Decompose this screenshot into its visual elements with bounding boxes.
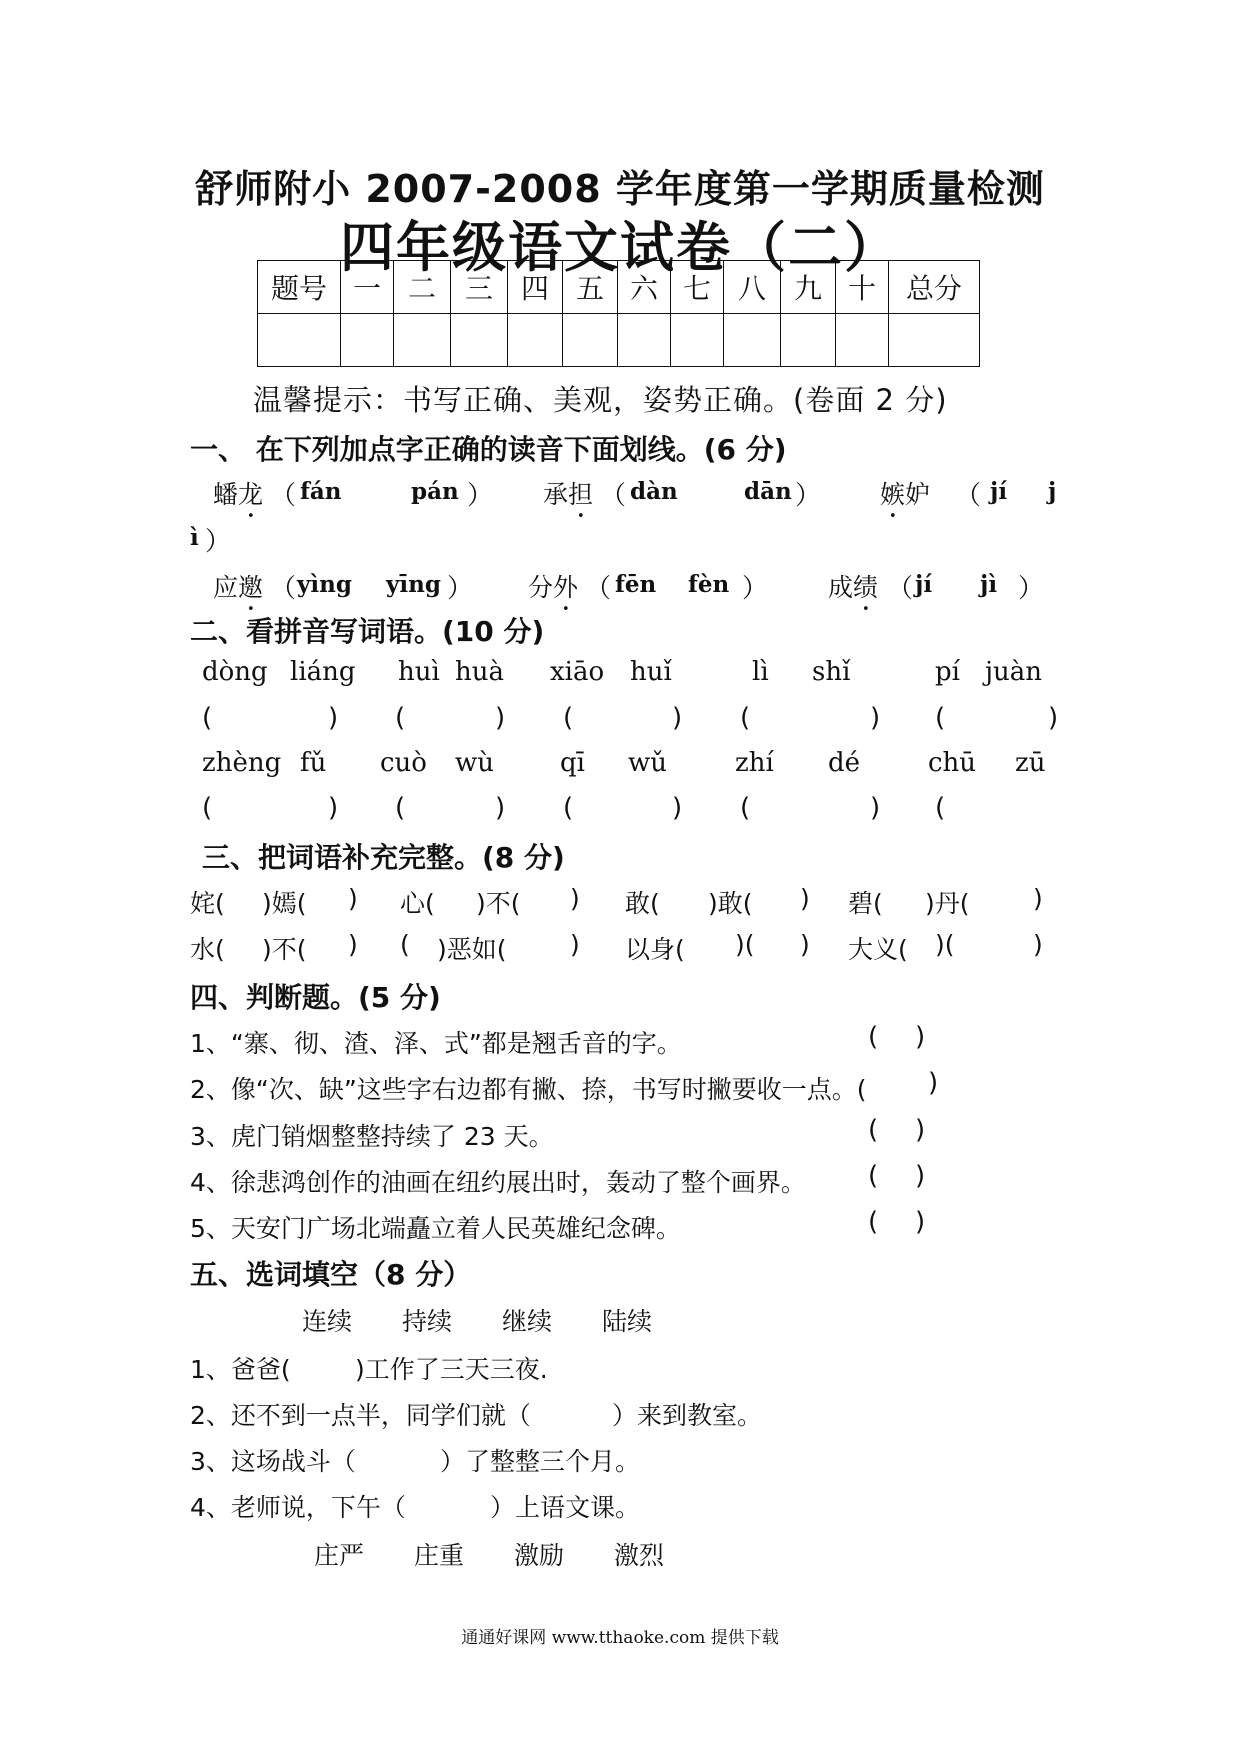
pinyin-option-b: jì — [980, 571, 998, 598]
fill-blank-suffix: ）上语文课。 — [490, 1493, 641, 1522]
fill-blank-prefix: 2、还不到一点半，同学们就（ — [190, 1401, 531, 1430]
dotted-char: 绩 — [853, 573, 879, 602]
pinyin-continuation: ì — [190, 524, 199, 551]
dotted-char: 担 — [568, 480, 594, 509]
fill-blank-suffix: ）了整整三个月。 — [440, 1447, 641, 1476]
exam-paper-title: 四年级语文试卷（二） — [340, 216, 900, 279]
word-choice: 陆续 — [602, 1307, 653, 1336]
idiom-fragment: )( — [935, 930, 955, 959]
pinyin-syllable: zū — [1015, 748, 1046, 778]
pinyin-option-b: pán — [411, 478, 459, 505]
score-header-cell: 总分 — [889, 261, 980, 314]
score-cell — [618, 314, 671, 367]
idiom-fragment: 水( — [190, 935, 225, 964]
fill-blank-prefix: 3、这场战斗（ — [190, 1447, 356, 1476]
word-choice: 激烈 — [614, 1541, 665, 1570]
footer-credit: 通通好课网 www.tthaoke.com 提供下载 — [461, 1628, 779, 1648]
judgment-item: 3、虎门销烟整整持续了 23 天。 — [190, 1122, 554, 1151]
word-text: 妒 — [905, 480, 931, 509]
pinyin-syllable: shǐ — [812, 657, 851, 687]
exam-school-title: 舒师附小 2007-2008 学年度第一学期质量检测 — [195, 167, 1045, 211]
score-header-cell: 八 — [724, 261, 781, 314]
answer-paren-close: ) — [915, 1022, 926, 1052]
paren-close: ） — [742, 574, 769, 604]
word-text: 分 — [528, 573, 554, 602]
pinyin-option-b: fèn — [688, 571, 730, 598]
answer-paren-close: ) — [672, 703, 683, 733]
pinyin-option-a: yìng — [297, 571, 352, 598]
pinyin-syllable: dé — [828, 748, 861, 778]
dotted-char: 外 — [553, 573, 579, 602]
idiom-fragment: 大义( — [848, 935, 908, 964]
pinyin-syllable: zhèng — [202, 748, 282, 778]
idiom-fragment: ) — [570, 930, 580, 959]
pinyin-syllable: huǐ — [630, 657, 672, 687]
idiom-fragment: 心( — [400, 889, 435, 918]
answer-paren-close: ) — [915, 1115, 926, 1145]
judgment-item: 5、天安门广场北端矗立着人民英雄纪念碑。 — [190, 1214, 681, 1243]
paren-close: ） — [205, 527, 232, 557]
pinyin-syllable: huà — [455, 657, 504, 687]
idiom-fragment: ) — [570, 884, 580, 913]
pinyin-option-b: yīng — [386, 571, 441, 598]
idiom-fragment: )恶如( — [437, 935, 507, 964]
section1-title: 一、 在下列加点字正确的读音下面划线。(6 分) — [190, 433, 787, 466]
idiom-fragment: )嫣( — [262, 889, 307, 918]
judgment-item: 2、像“次、缺”这些字右边都有撇、捺，书写时撇要收一点。( — [190, 1075, 867, 1104]
idiom-fragment: )不( — [476, 889, 521, 918]
idiom-fragment: )不( — [262, 935, 307, 964]
score-header-cell: 四 — [508, 261, 563, 314]
paren-open: （ — [955, 481, 982, 511]
answer-paren-close: ) — [495, 703, 506, 733]
section3-title: 三、把词语补充完整。(8 分) — [202, 841, 565, 874]
answer-paren-open: ( — [202, 793, 213, 823]
score-header-cell: 十 — [836, 261, 889, 314]
pinyin-syllable: cuò — [380, 748, 427, 778]
score-header-cell: 六 — [618, 261, 671, 314]
paren-close: ） — [447, 574, 474, 604]
idiom-fragment: ) — [800, 930, 810, 959]
paren-open: （ — [585, 574, 612, 604]
answer-paren-open: ( — [202, 703, 213, 733]
answer-paren-open: ( — [563, 793, 574, 823]
pinyin-syllable: wù — [455, 748, 494, 778]
paren-close: ） — [795, 481, 822, 511]
score-cell — [889, 314, 980, 367]
answer-paren-close: ) — [870, 703, 881, 733]
score-table-blank-row — [258, 314, 980, 367]
answer-paren-open: ( — [868, 1022, 879, 1052]
pronunciation-item — [828, 568, 878, 617]
fill-blank-prefix: 4、老师说，下午（ — [190, 1493, 406, 1522]
dotted-char: 龙 — [238, 480, 264, 509]
score-header-cell: 五 — [563, 261, 618, 314]
idiom-fragment: ) — [1033, 930, 1043, 959]
judgment-item: 4、徐悲鸿创作的油画在纽约展出时，轰动了整个画界。 — [190, 1168, 806, 1197]
score-cell — [836, 314, 889, 367]
dotted-char: 嫉 — [880, 480, 906, 509]
idiom-fragment: 碧( — [848, 889, 883, 918]
paren-close: ） — [1018, 574, 1045, 604]
answer-paren-close: ) — [328, 703, 339, 733]
section4-title: 四、判断题。(5 分) — [190, 981, 441, 1014]
answer-paren-open: ( — [868, 1207, 879, 1237]
idiom-fragment: ) — [348, 884, 358, 913]
answer-paren-open: ( — [935, 793, 946, 823]
answer-paren-open: ( — [868, 1115, 879, 1145]
idiom-fragment: ) — [348, 930, 358, 959]
answer-paren-close: ) — [672, 793, 683, 823]
idiom-fragment: 敢( — [625, 889, 660, 918]
idiom-fragment: )丹( — [925, 889, 970, 918]
idiom-fragment: 姹( — [190, 889, 225, 918]
answer-paren-open: ( — [868, 1161, 879, 1191]
pronunciation-item — [880, 475, 930, 524]
score-header-cell: 一 — [341, 261, 394, 314]
dotted-char: 邀 — [238, 573, 264, 602]
word-text: 承 — [543, 480, 569, 509]
word-choice: 激励 — [514, 1541, 565, 1570]
pinyin-option-a: fēn — [615, 571, 657, 598]
word-choice: 庄严 — [314, 1541, 365, 1570]
exam-hint: 温馨提示：书写正确、美观，姿势正确。(卷面 2 分) — [253, 383, 948, 417]
score-header-cell: 三 — [451, 261, 508, 314]
fill-blank-suffix: )工作了三天三夜. — [355, 1355, 548, 1384]
pinyin-syllable: chū — [928, 748, 977, 778]
word-choice: 持续 — [402, 1307, 453, 1336]
pinyin-syllable: dòng — [202, 657, 268, 687]
answer-paren-close: ) — [495, 793, 506, 823]
answer-paren-close: ) — [1048, 703, 1059, 733]
score-table-header-row — [258, 261, 980, 314]
pinyin-syllable: qī — [560, 748, 585, 778]
paren-open: （ — [270, 481, 297, 511]
pinyin-syllable: pí — [935, 657, 960, 687]
pinyin-option-a: dàn — [630, 478, 678, 505]
word-choice: 继续 — [502, 1307, 553, 1336]
score-header-cell: 题号 — [258, 261, 341, 314]
pinyin-syllable: juàn — [985, 657, 1043, 687]
score-cell — [394, 314, 451, 367]
answer-paren-open: ( — [395, 793, 406, 823]
pinyin-option-a: jí — [990, 478, 1008, 505]
word-text: 蟠 — [213, 480, 239, 509]
score-cell — [781, 314, 836, 367]
paren-close: ） — [467, 481, 494, 511]
pinyin-syllable: lì — [752, 657, 769, 687]
pinyin-option-b: dān — [744, 478, 792, 505]
answer-paren-close: ) — [328, 793, 339, 823]
score-cell — [451, 314, 508, 367]
answer-paren-close: ) — [870, 793, 881, 823]
score-table — [257, 260, 980, 367]
pinyin-syllable: liáng — [290, 657, 356, 687]
word-text: 成 — [828, 573, 854, 602]
idiom-fragment: ) — [800, 884, 810, 913]
score-cell — [563, 314, 618, 367]
pronunciation-item — [543, 475, 593, 524]
answer-paren-open: ( — [395, 703, 406, 733]
idiom-fragment: ( — [400, 930, 410, 959]
section2-title: 二、看拼音写词语。(10 分) — [190, 615, 545, 648]
score-cell — [508, 314, 563, 367]
score-header-cell: 九 — [781, 261, 836, 314]
answer-paren-open: ( — [935, 703, 946, 733]
score-header-cell: 二 — [394, 261, 451, 314]
answer-paren-open: ( — [740, 703, 751, 733]
answer-paren-open: ( — [563, 703, 574, 733]
pinyin-syllable: zhí — [735, 748, 774, 778]
score-cell — [258, 314, 341, 367]
paren-open: （ — [270, 574, 297, 604]
pronunciation-item — [213, 475, 263, 524]
idiom-fragment: )敢( — [708, 889, 753, 918]
pinyin-syllable: xiāo — [550, 657, 605, 687]
score-header-cell: 七 — [671, 261, 724, 314]
idiom-fragment: )( — [735, 930, 755, 959]
idiom-fragment: 以身( — [625, 935, 685, 964]
word-text: 应 — [213, 573, 239, 602]
section5-title: 五、选词填空（8 分） — [190, 1258, 472, 1291]
pinyin-syllable: huì — [398, 657, 440, 687]
idiom-fragment: ) — [1033, 884, 1043, 913]
word-choice: 连续 — [302, 1307, 353, 1336]
answer-paren-open: ( — [740, 793, 751, 823]
pinyin-option-a: fán — [300, 478, 342, 505]
score-cell — [724, 314, 781, 367]
judgment-item: 1、“寨、彻、渣、泽、式”都是翘舌音的字。 — [190, 1029, 682, 1058]
pinyin-syllable: fǔ — [300, 748, 327, 778]
fill-blank-suffix: ）来到教室。 — [612, 1401, 763, 1430]
pinyin-option-b: j — [1048, 478, 1057, 505]
fill-blank-prefix: 1、爸爸( — [190, 1355, 291, 1384]
pinyin-syllable: wǔ — [628, 748, 667, 778]
answer-paren-close: ) — [928, 1068, 939, 1098]
paren-open: （ — [600, 481, 627, 511]
word-choice: 庄重 — [414, 1541, 465, 1570]
paren-open: （ — [887, 574, 914, 604]
pinyin-option-a: jí — [915, 571, 933, 598]
score-cell — [671, 314, 724, 367]
score-cell — [341, 314, 394, 367]
answer-paren-close: ) — [915, 1207, 926, 1237]
answer-paren-close: ) — [915, 1161, 926, 1191]
